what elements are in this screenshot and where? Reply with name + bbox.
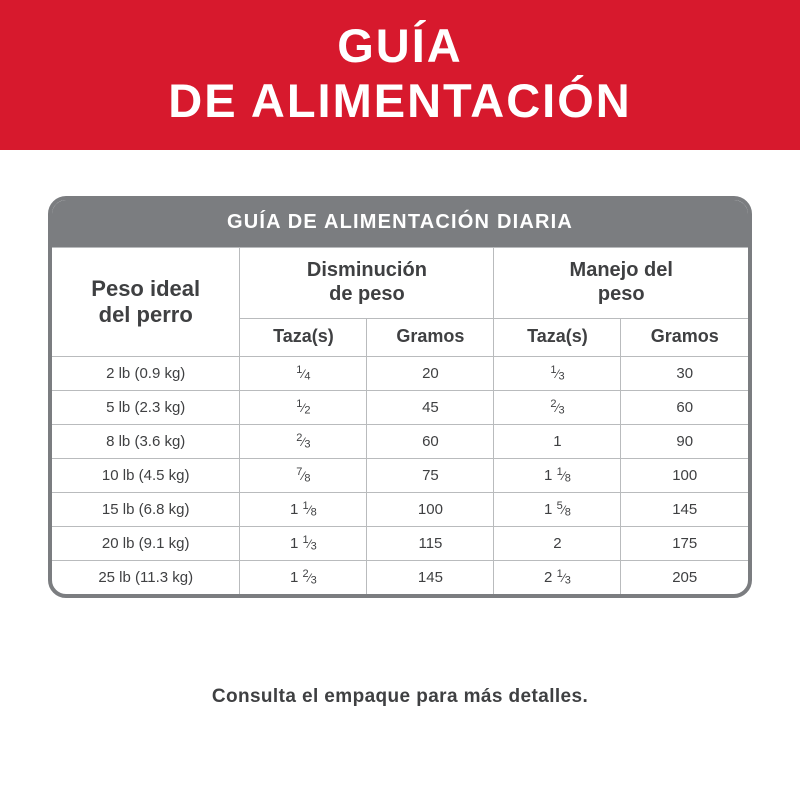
- cell-ideal-weight: 15 lb (6.8 kg): [52, 493, 240, 527]
- whole-number: 1: [290, 535, 299, 553]
- header-weight-loss-group: [240, 248, 494, 319]
- cell-loss-cups: [240, 561, 367, 595]
- fraction: $^1⁄_3$: [556, 568, 571, 587]
- whole-number: 2: [553, 535, 562, 552]
- table-header-row-groups: [52, 248, 748, 319]
- cell-manage-cups: [494, 391, 621, 425]
- table-head: [52, 248, 748, 357]
- table-row: [52, 459, 748, 493]
- table-row: [52, 391, 748, 425]
- cell-manage-cups: [494, 357, 621, 391]
- cell-loss-cups: [240, 459, 367, 493]
- cell-loss-grams: 75: [367, 459, 494, 493]
- cell-manage-grams: 100: [621, 459, 748, 493]
- table-row: [52, 527, 748, 561]
- footer-note: Consulta el empaque para más detalles.: [211, 686, 589, 707]
- fraction: $^7⁄_8$: [296, 466, 311, 485]
- whole-number: 1: [553, 433, 562, 450]
- fraction: $^1⁄_3$: [302, 534, 317, 553]
- cell-loss-cups: [240, 527, 367, 561]
- cell-manage-grams: 60: [621, 391, 748, 425]
- header-weight-loss-line1: Disminución: [306, 259, 427, 281]
- cell-loss-cups: [240, 391, 367, 425]
- cell-ideal-weight: 25 lb (11.3 kg): [52, 561, 240, 595]
- header-ideal-weight: [52, 248, 240, 357]
- fraction: $^5⁄_8$: [556, 500, 571, 519]
- fraction: $^2⁄_3$: [296, 432, 311, 451]
- cell-loss-grams: 100: [367, 493, 494, 527]
- cell-manage-grams: 205: [621, 561, 748, 595]
- cell-loss-grams: 145: [367, 561, 494, 595]
- header-loss-cups: Taza(s): [240, 319, 367, 357]
- header-ideal-weight-line1: Peso ideal: [91, 275, 201, 301]
- cell-manage-grams: 30: [621, 357, 748, 391]
- cell-loss-grams: 20: [367, 357, 494, 391]
- cell-manage-cups: [494, 561, 621, 595]
- cell-manage-cups: [494, 493, 621, 527]
- cell-loss-cups: [240, 493, 367, 527]
- whole-number: 1: [544, 501, 553, 519]
- cell-loss-grams: 45: [367, 391, 494, 425]
- cell-ideal-weight: 5 lb (2.3 kg): [52, 391, 240, 425]
- daily-feeding-table: [52, 247, 748, 594]
- cell-loss-grams: 60: [367, 425, 494, 459]
- table-body: [52, 357, 748, 595]
- table-row: [52, 425, 748, 459]
- cell-ideal-weight: 8 lb (3.6 kg): [52, 425, 240, 459]
- header-weight-management-line2: peso: [597, 283, 645, 305]
- table-title: GUÍA DE ALIMENTACIÓN DIARIA: [52, 200, 748, 247]
- cell-manage-grams: 175: [621, 527, 748, 561]
- header-weight-loss-line2: de peso: [329, 283, 405, 305]
- header-banner: [0, 0, 800, 150]
- cell-manage-cups: [494, 459, 621, 493]
- header-manage-grams: Gramos: [621, 319, 748, 357]
- fraction: $^1⁄_3$: [550, 364, 565, 383]
- cell-loss-cups: [240, 357, 367, 391]
- fraction: $^1⁄_2$: [296, 398, 311, 417]
- fraction: $^2⁄_3$: [550, 398, 565, 417]
- cell-manage-cups: [494, 425, 621, 459]
- header-ideal-weight-line2: del perro: [98, 302, 193, 327]
- banner-title-line1: GUÍA: [337, 19, 463, 72]
- fraction: $^2⁄_3$: [302, 568, 317, 587]
- fraction: $^1⁄_4$: [296, 364, 311, 383]
- whole-number: 1: [290, 501, 299, 519]
- fraction: $^1⁄_8$: [556, 466, 571, 485]
- fraction: $^1⁄_8$: [302, 500, 317, 519]
- cell-manage-cups: [494, 527, 621, 561]
- whole-number: 2: [544, 569, 553, 587]
- cell-loss-grams: 115: [367, 527, 494, 561]
- header-loss-grams: Gramos: [367, 319, 494, 357]
- table-card-wrapper: [0, 150, 800, 598]
- feeding-table-card: [48, 196, 752, 598]
- header-weight-management-line1: Manejo del: [569, 259, 673, 281]
- cell-loss-cups: [240, 425, 367, 459]
- cell-ideal-weight: 10 lb (4.5 kg): [52, 459, 240, 493]
- cell-manage-grams: 90: [621, 425, 748, 459]
- cell-ideal-weight: 2 lb (0.9 kg): [52, 357, 240, 391]
- banner-title-line2: DE ALIMENTACIÓN: [168, 74, 632, 127]
- whole-number: 1: [290, 569, 299, 587]
- header-weight-management-group: [494, 248, 748, 319]
- header-manage-cups: Taza(s): [494, 319, 621, 357]
- whole-number: 1: [544, 467, 553, 485]
- cell-manage-grams: 145: [621, 493, 748, 527]
- table-row: [52, 561, 748, 595]
- table-row: [52, 493, 748, 527]
- cell-ideal-weight: 20 lb (9.1 kg): [52, 527, 240, 561]
- table-row: [52, 357, 748, 391]
